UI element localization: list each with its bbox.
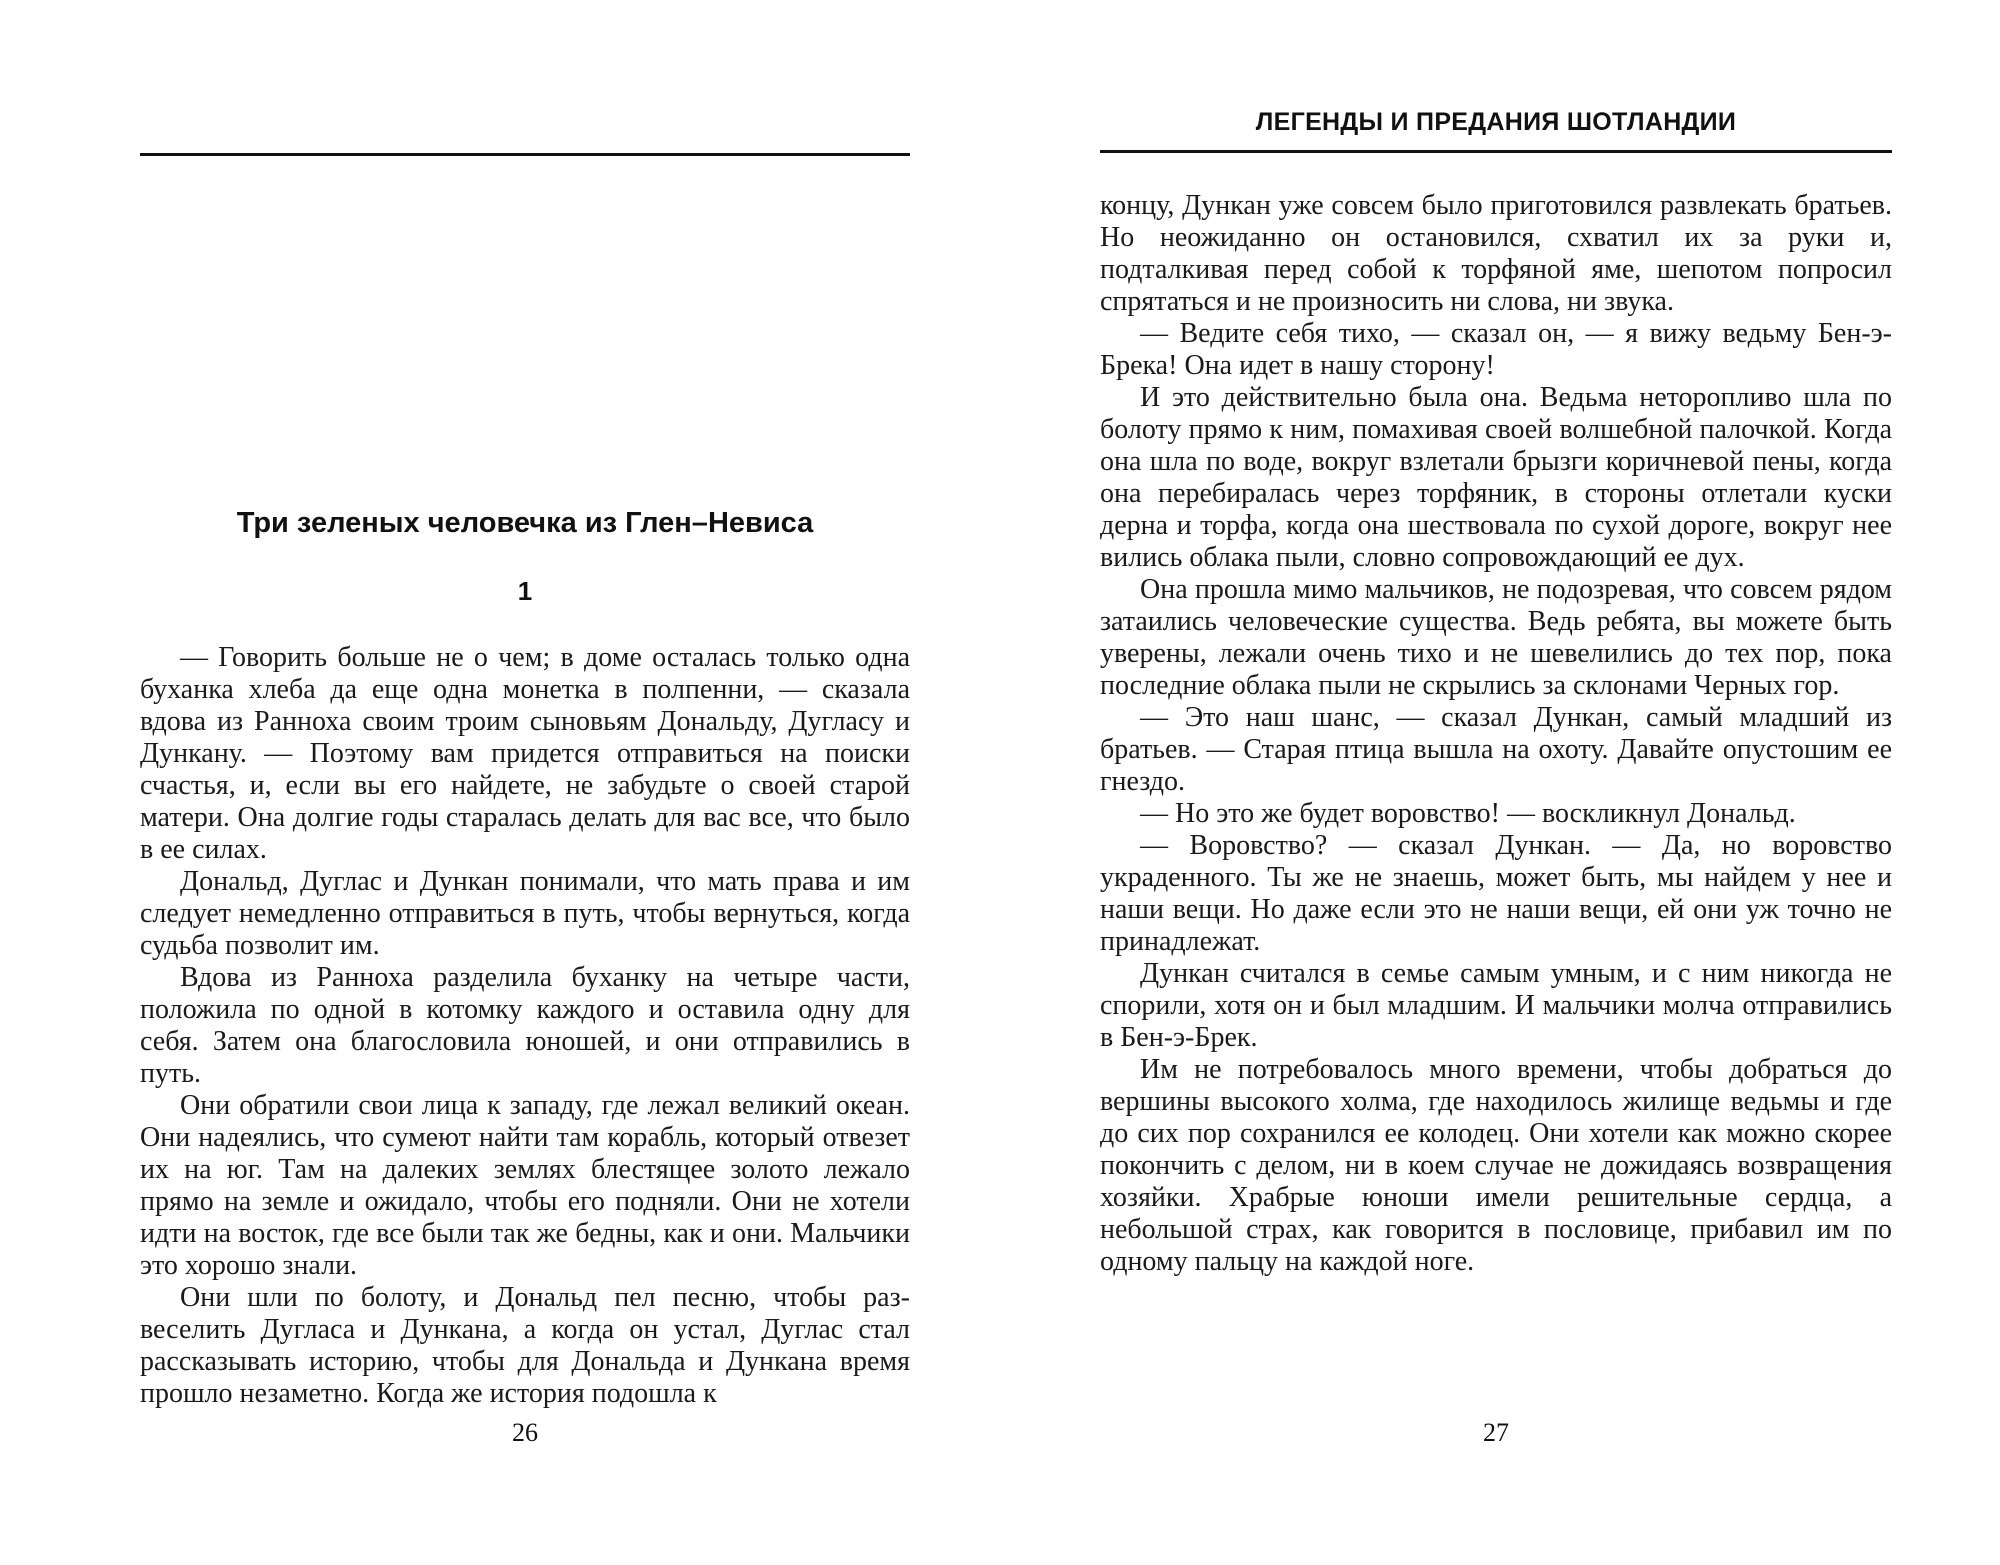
story-title: Три зеленых человечка из Глен–Невиса [236, 507, 814, 539]
paragraph: Им не потребовалось много времени, чтобы добраться до вершины высокого холма, где находилось жилище ведьмы и где до сих пор сохранился ее колодец. Они хотели как можно скорее покончить с делом, ни в коем случае не дожидаясь возвращения хозяйки. Храбрые юноши имели решительные сердца, а небольшой страх, как говорится в пословице, прибавил им по одному пальцу на каждой ноге. [1100, 1054, 1892, 1277]
paragraph: И это действительно была она. Ведьма неторопливо шла по болоту прямо к ним, помахивая своей волшебной палочкой. Когда она шла по воде, вокруг взлетали брызги коричневой пены, когда она перебиралась через торфяник, в стороны отлетали куски дерна и торфа, когда она шествовала по сухой дороге, вокруг нее вились облака пыли, словно сопровождающий ее дух. [1100, 382, 1892, 573]
paragraph: Они шли по болоту, и Дональд пел песню, чтобы развеселить Дугласа и Дункана, а когда он устал, Дуглас стал рассказывать историю, чтобы для Дональда и Дункана время прошло незаметно. Когда же история подошла к [140, 1282, 910, 1409]
right-body-text [1100, 190, 1892, 1278]
paragraph: Они обратили свои лица к западу, где лежал великий океан. Они надеялись, что сумеют найти там корабль, который отвезет их на юг. Там на далеких землях блестящее золото лежало прямо на земле и ожидало, чтобы его подняли. Они не хотели идти на восток, где все были так же бедны, как и они. Мальчики это хорошо знали. [140, 1090, 910, 1281]
paragraph: Дункан считался в семье самым умным, и с ним никогда не спорили, хотя он и был младшим. И мальчики молча отправились в Бен-э-Брек. [1100, 958, 1892, 1053]
header-rule [1100, 150, 1892, 153]
header-rule [140, 153, 910, 156]
paragraph: — Воровство? — сказал Дункан. — Да, но воровство украденного. Ты же не знаешь, может быть, мы найдем у нее и наши вещи. Но даже если это не наши вещи, ей они уж точно не принадлежат. [1100, 830, 1892, 957]
page-number: 27 [1483, 1418, 1509, 1447]
page-number: 26 [512, 1418, 538, 1447]
paragraph: — Это наш шанс, — сказал Дункан, самый младший из братьев. — Старая птица вышла на охоту. Давайте опустошим ее гнездо. [1100, 702, 1892, 797]
paragraph: — Ведите себя тихо, — сказал он, — я вижу ведьму Бен-э-Брека! Она идет в нашу сторону! [1100, 318, 1892, 381]
paragraph: Она прошла мимо мальчиков, не подозревая, что совсем рядом затаились человеческие существа. Ведь ребята, вы можете быть уверены, лежали очень тихо и не шевелились до тех пор, пока последние облака пыли не скрылись за склонами Черных гор. [1100, 574, 1892, 701]
continued-paragraph: концу, Дункан уже совсем было приготовился развлекать братьев. Но неожиданно он остановился, схватил их за руки и, подталкивая перед собой к торфяной яме, шепотом попросил спрятаться и не произносить ни слова, ни звука. [1100, 190, 1892, 317]
paragraph: Вдова из Ранноха разделила буханку на четыре части, положила по одной в котомку каждого и оставила одну для себя. Затем она благословила юношей, и они отправились в путь. [140, 962, 910, 1089]
right-page [1100, 0, 1892, 1565]
left-body-text [140, 642, 910, 1410]
running-head: ЛЕГЕНДЫ И ПРЕДАНИЯ ШОТЛАНДИИ [1255, 108, 1737, 136]
paragraph: Дональд, Дуглас и Дункан понимали, что мать права и им следует немедленно отправиться в путь, чтобы вернуться, когда судьба позволит им. [140, 866, 910, 961]
paragraph: — Но это же будет воровство! — воскликнул Дональд. [1140, 798, 1796, 829]
paragraph: — Говорить больше не о чем; в доме осталась только одна буханка хлеба да еще одна монетка в полпенни, — сказала вдова из Ранноха своим троим сыновьям Дональду, Дугласу и Дункану. — Поэтому вам придется отправиться на поиски счастья, и, если вы его найдете, не забудьте о своей старой матери. Она долгие годы старалась делать для вас все, что было в ее силах. [140, 642, 910, 865]
chapter-number: 1 [517, 576, 533, 606]
left-page [140, 0, 910, 1565]
